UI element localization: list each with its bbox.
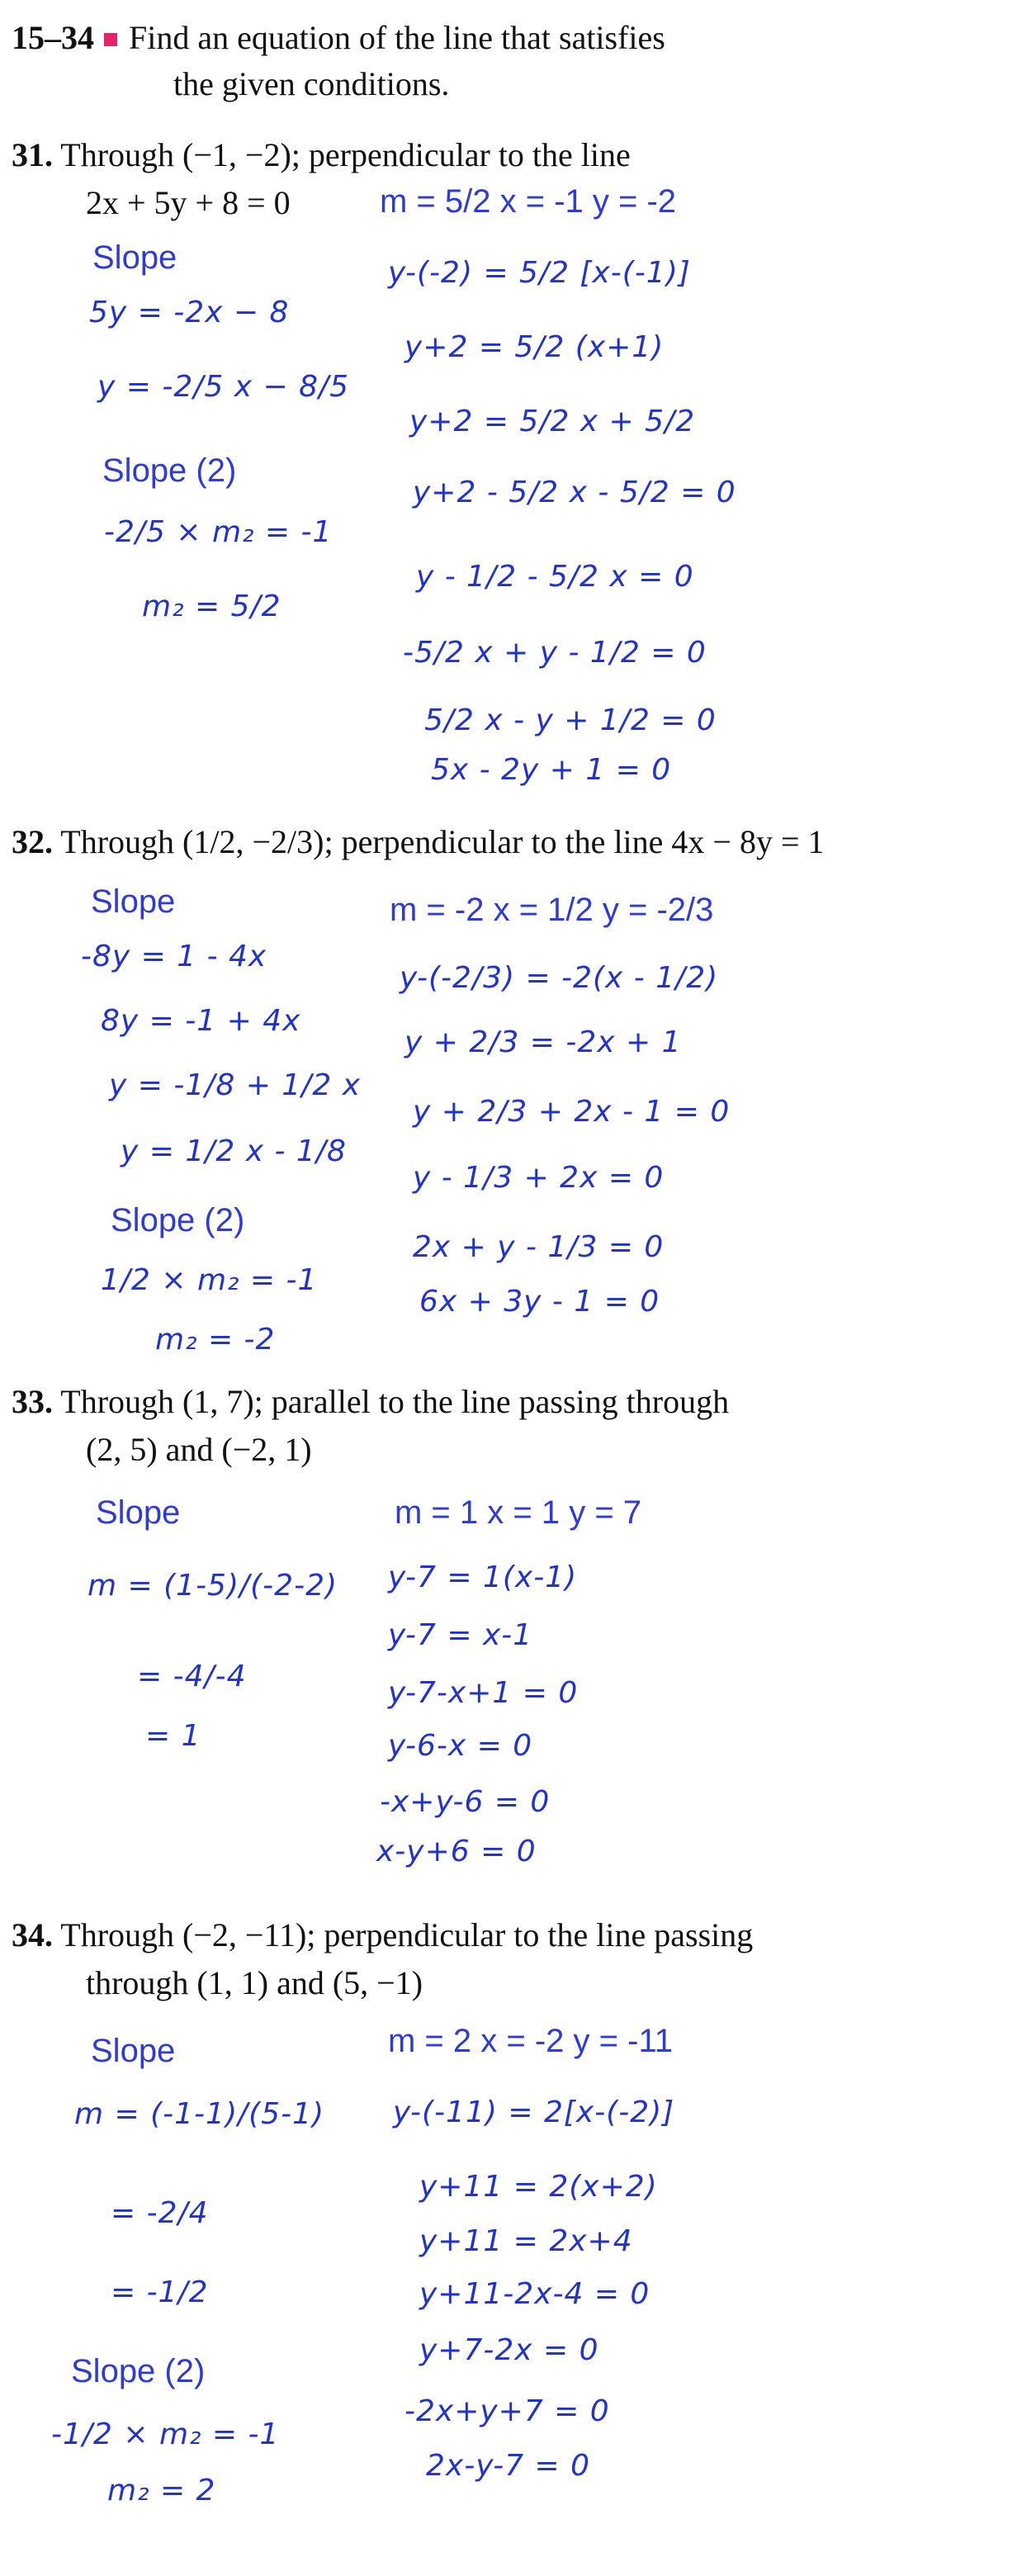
work-step: y = -1/8 + 1/2 x	[109, 1068, 362, 1102]
work-step: y-(-2) = 5/2 [x-(-1)]	[388, 256, 691, 290]
slope-heading: Slope	[91, 883, 176, 920]
work-step: = -1/2	[111, 2275, 209, 2309]
problem-text: Through (1, 7); parallel to the line passing through	[60, 1383, 730, 1420]
work-step: -8y = 1 - 4x	[81, 940, 267, 973]
work-step: y = 1/2 x - 1/8	[121, 1134, 347, 1168]
work-step: x-y+6 = 0	[376, 1835, 537, 1868]
work-step: 5x - 2y + 1 = 0	[431, 753, 672, 787]
problem-number: 33.	[12, 1383, 53, 1420]
work-step: m₂ = -2	[155, 1323, 276, 1357]
work-step: y-6-x = 0	[388, 1729, 533, 1763]
work-step: y-7 = x-1	[388, 1618, 533, 1652]
problem-34-statement	[12, 1915, 753, 1954]
work-step: y+11-2x-4 = 0	[419, 2277, 650, 2311]
work-step: 5y = -2x − 8	[89, 296, 290, 329]
slope-2-heading: Slope (2)	[102, 452, 237, 489]
problem-33-statement	[12, 1382, 729, 1421]
work-step: -1/2 × m₂ = -1	[51, 2417, 280, 2451]
work-step: -2x+y+7 = 0	[404, 2394, 610, 2428]
instructions-line-2: the given conditions.	[173, 65, 450, 102]
work-step: m₂ = 2	[107, 2474, 216, 2507]
work-step: 6x + 3y - 1 = 0	[419, 1285, 660, 1319]
work-step: y+2 = 5/2 x + 5/2	[409, 405, 696, 438]
slope-2-heading: Slope (2)	[111, 1202, 245, 1238]
work-step: -2/5 × m₂ = -1	[104, 515, 333, 549]
problem-33-points: (2, 5) and (−2, 1)	[86, 1431, 312, 1468]
problem-34-params: m = 2 x = -2 y = -11	[388, 2023, 673, 2059]
problem-31-params: m = 5/2 x = -1 y = -2	[380, 183, 677, 220]
work-step: 2x-y-7 = 0	[426, 2449, 591, 2483]
work-step: -5/2 x + y - 1/2 = 0	[403, 636, 707, 670]
slope-2-heading: Slope (2)	[71, 2353, 206, 2389]
work-step: y + 2/3 + 2x - 1 = 0	[413, 1095, 731, 1129]
work-step: y - 1/3 + 2x = 0	[413, 1161, 665, 1195]
work-step: = -4/-4	[137, 1660, 247, 1693]
work-step: y+7-2x = 0	[419, 2333, 599, 2367]
work-step: 5/2 x - y + 1/2 = 0	[424, 703, 717, 737]
slope-heading: Slope	[92, 239, 177, 276]
slope-heading: Slope	[96, 1494, 181, 1531]
instructions-line-1: Find an equation of the line that satisfies	[129, 19, 665, 56]
work-step: m = (1-5)/(-2-2)	[88, 1569, 338, 1603]
problem-text: Through (−2, −11); perpendicular to the line passing	[60, 1916, 754, 1953]
problem-text: Through (−1, −2); perpendicular to the line	[60, 136, 631, 173]
problem-number: 32.	[12, 823, 53, 860]
work-step: y-(-2/3) = -2(x - 1/2)	[400, 961, 719, 995]
work-step: 8y = -1 + 4x	[101, 1004, 301, 1038]
work-step: = 1	[145, 1719, 201, 1753]
slope-heading: Slope	[91, 2033, 176, 2069]
work-step: y-7 = 1(x-1)	[388, 1560, 578, 1594]
problem-32-params: m = -2 x = 1/2 y = -2/3	[390, 892, 714, 928]
problem-34-points: through (1, 1) and (5, −1)	[86, 1964, 423, 2001]
range-label: 15–34	[12, 19, 94, 56]
problem-32-statement	[12, 822, 825, 861]
work-step: 2x + y - 1/3 = 0	[413, 1230, 665, 1264]
problem-number: 31.	[12, 136, 53, 173]
problem-text: Through (1/2, −2/3); perpendicular to the line 4x − 8y = 1	[60, 823, 825, 860]
work-step: y+2 - 5/2 x - 5/2 = 0	[413, 476, 736, 509]
work-step: m₂ = 5/2	[142, 590, 281, 623]
work-step: 1/2 × m₂ = -1	[101, 1263, 318, 1297]
work-step: y+11 = 2x+4	[419, 2224, 633, 2258]
problem-33-params: m = 1 x = 1 y = 7	[395, 1494, 642, 1531]
problem-range-header	[12, 18, 665, 57]
work-step: y-7-x+1 = 0	[388, 1676, 579, 1710]
work-step: = -2/4	[111, 2196, 209, 2230]
work-step: y = -2/5 x − 8/5	[97, 370, 350, 404]
work-step: y+11 = 2(x+2)	[419, 2170, 658, 2204]
work-step: y-(-11) = 2[x-(-2)]	[393, 2095, 675, 2129]
problem-number: 34.	[12, 1916, 53, 1953]
problem-31-statement	[12, 135, 631, 174]
problem-31-equation: 2x + 5y + 8 = 0	[86, 184, 291, 221]
work-step: m = (-1-1)/(5-1)	[74, 2097, 325, 2131]
work-step: -x+y-6 = 0	[380, 1785, 551, 1819]
work-step: y - 1/2 - 5/2 x = 0	[416, 560, 694, 594]
work-step: y+2 = 5/2 (x+1)	[404, 330, 665, 364]
pink-square-bullet-icon	[104, 33, 117, 46]
work-step: y + 2/3 = -2x + 1	[404, 1025, 682, 1059]
